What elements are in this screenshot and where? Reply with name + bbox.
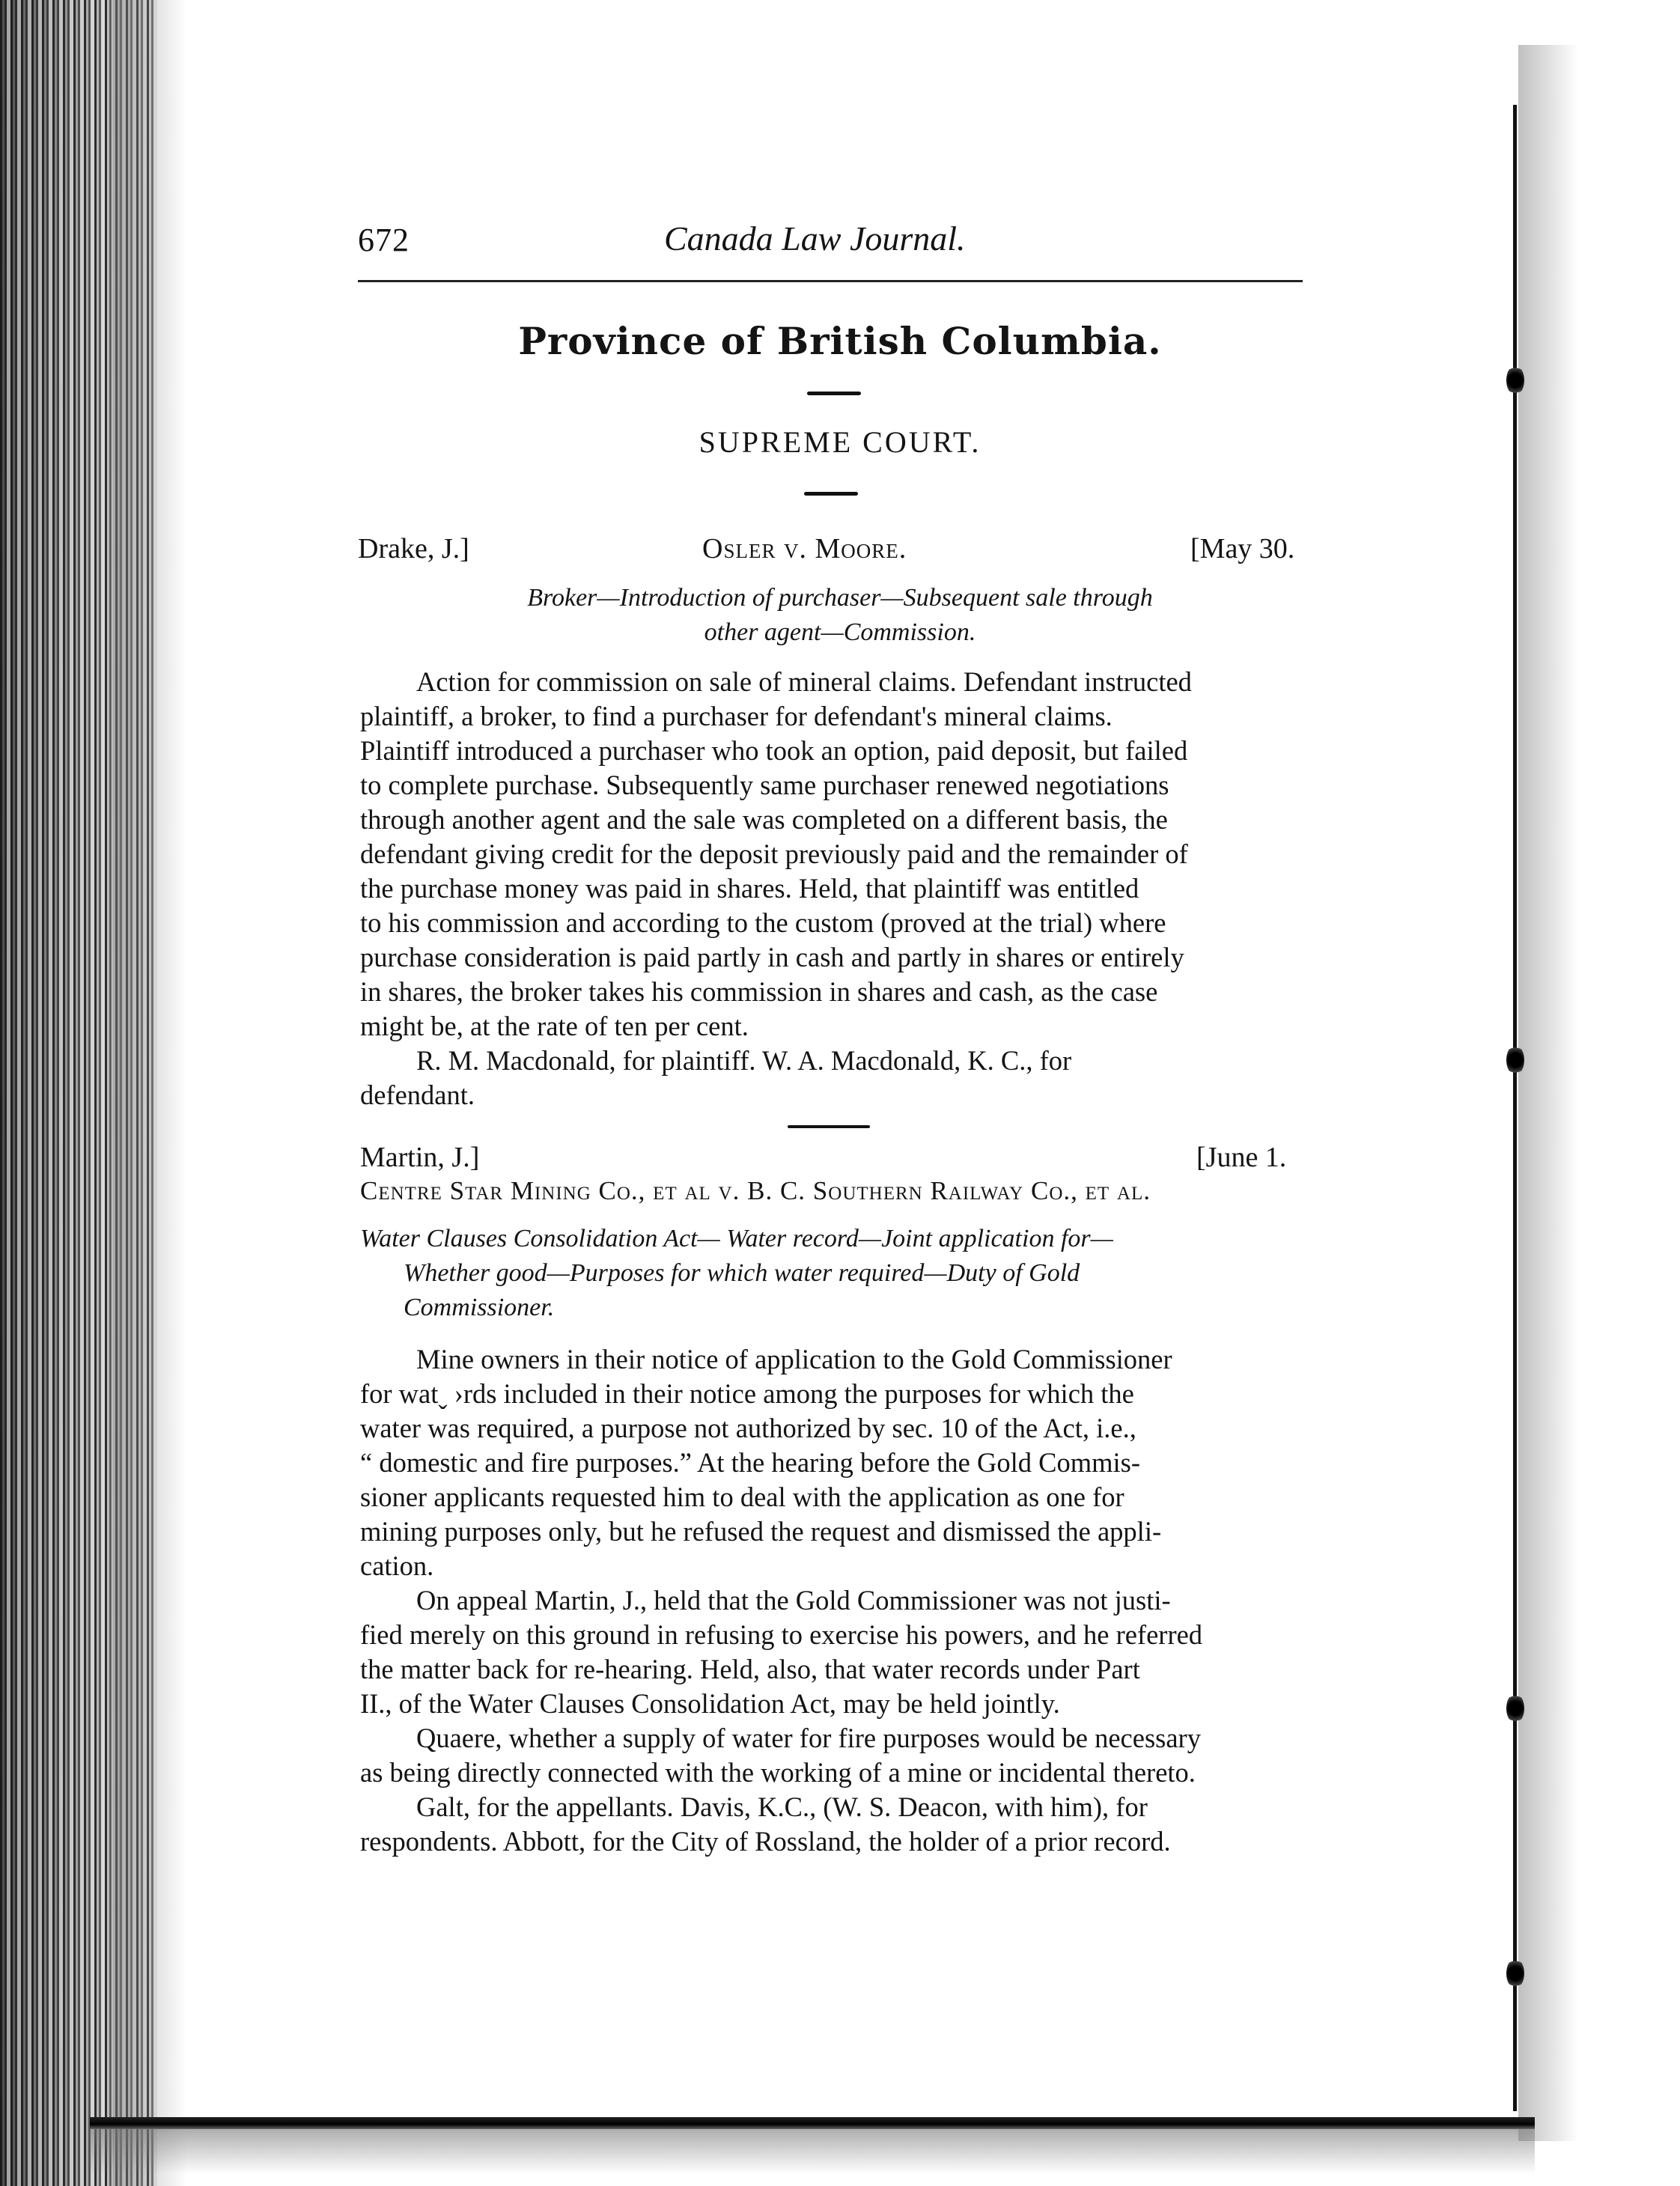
body-line: plaintiff, a broker, to find a purchaser for defendant's mineral claims. [360,701,1113,731]
case-headnote: Broker—Introduction of purchaser—Subsequent sale through [527,584,1153,612]
body-line: in shares, the broker takes his commission in shares and cash, as the case [360,976,1158,1007]
body-line: Quaere, whether a supply of water for fire purposes would be necessary [416,1723,1201,1753]
binding-clip-mark [1506,1693,1524,1723]
body-line: mining purposes only, but he refused the request and dismissed the appli- [360,1516,1162,1547]
page-edge-bottom [90,2117,1535,2129]
case-date: [June 1. [1196,1142,1287,1173]
body-line: the purchase money was paid in shares. Held, that plaintiff was entitled [360,873,1139,904]
body-line: cation. [360,1550,434,1581]
case-headnote: other agent—Commission. [704,618,976,646]
body-line: as being directly connected with the working of a mine or incidental thereto. [360,1757,1196,1788]
body-line: fied merely on this ground in refusing to exercise his powers, and he referred [360,1619,1203,1650]
body-line: purchase consideration is paid partly in cash and partly in shares or entirely [360,942,1184,972]
page-edge-right [1513,105,1517,2111]
section-title: Province of British Columbia. [518,319,1162,363]
binding-clip-mark [1506,365,1524,395]
page-number: 672 [358,222,410,258]
body-line: On appeal Martin, J., held that the Gold Commissioner was not justi- [416,1585,1171,1616]
body-line: the matter back for re-hearing. Held, also, that water records under Part [360,1654,1140,1684]
ornamental-dash [788,1125,870,1128]
case-judge: Drake, J.] [358,533,469,564]
body-line: Mine owners in their notice of application to the Gold Commissioner [416,1344,1172,1374]
counsel-line: Galt, for the appellants. Davis, K.C., (W. S. Deacon, with him), for [416,1791,1148,1822]
body-line: to complete purchase. Subsequently same purchaser renewed negotiations [360,770,1169,800]
court-heading: SUPREME COURT. [699,425,981,459]
case-headnote: Commissioner. [404,1294,555,1321]
counsel-line: R. M. Macdonald, for plaintiff. W. A. Macdonald, K. C., for [416,1045,1072,1076]
case-name: Osler v. Moore. [702,533,907,564]
body-line: defendant giving credit for the deposit previously paid and the remainder of [360,838,1188,869]
ornamental-dash [804,492,858,496]
body-line: sioner applicants requested him to deal with the application as one for [360,1482,1124,1512]
ornamental-dash [807,392,861,395]
body-line: for watˬ ›rds included in their notice among the purposes for which the [360,1378,1134,1409]
counsel-line: respondents. Abbott, for the City of Rossland, the holder of a prior record. [360,1826,1171,1857]
counsel-line: defendant. [360,1080,475,1110]
case-judge: Martin, J.] [360,1142,480,1173]
body-line: “ domestic and fire purposes.” At the hearing before the Gold Commis- [360,1447,1140,1478]
header-rule [358,280,1303,282]
binding-clip-mark [1506,1045,1524,1075]
case-headnote: Water Clauses Consolidation Act— Water record—Joint application for— [360,1225,1113,1252]
page-edge-bottom-shadow [90,2129,1535,2174]
case-date: [May 30. [1190,533,1295,564]
body-line: Action for commission on sale of mineral claims. Defendant instructed [416,666,1192,697]
binding-clip-mark [1506,1958,1524,1988]
body-line: Plaintiff introduced a purchaser who took an option, paid deposit, but failed [360,735,1188,766]
journal-title: Canada Law Journal. [664,219,966,258]
body-line: to his commission and according to the custom (proved at the trial) where [360,907,1166,938]
case-name: Centre Star Mining Co., et al v. B. C. Southern Railway Co., et al. [360,1176,1151,1205]
case-headnote: Whether good—Purposes for which water required—Duty of Gold [404,1259,1080,1287]
body-line: through another agent and the sale was completed on a different basis, the [360,804,1168,835]
body-line: water was required, a purpose not authorized by sec. 10 of the Act, i.e., [360,1413,1136,1443]
body-line: might be, at the rate of ten per cent. [360,1011,749,1041]
body-line: II., of the Water Clauses Consolidation Act, may be held jointly. [360,1688,1060,1719]
